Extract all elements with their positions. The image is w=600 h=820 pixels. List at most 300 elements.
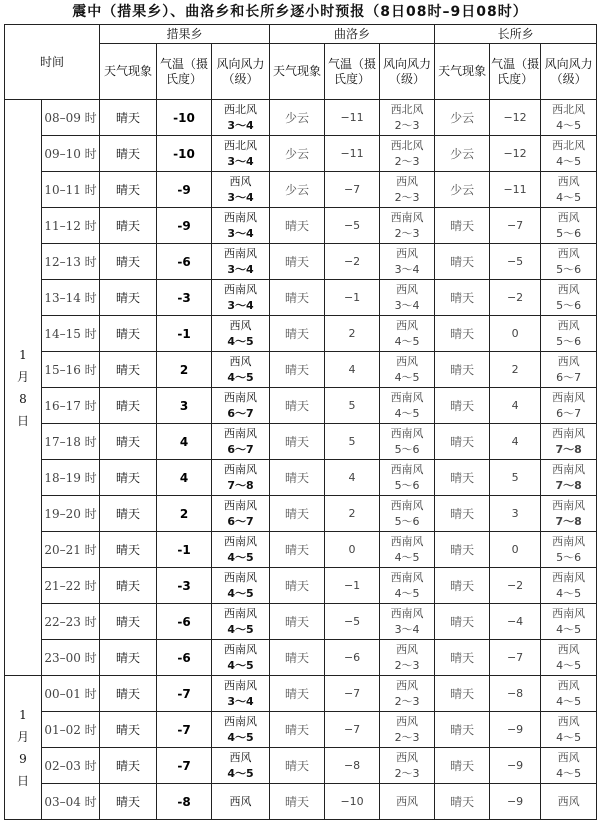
wind-cell-cuoguo <box>212 532 270 568</box>
temp-cell-cuoguo: -8 <box>157 784 212 820</box>
weather-cell-quluo: 晴天 <box>270 388 325 424</box>
table-row <box>5 244 597 280</box>
temp-cell-quluo: −8 <box>325 748 380 784</box>
wind-cell-changsuo <box>541 712 597 748</box>
wind-direction: 西北风 <box>552 138 586 152</box>
table-row <box>5 100 597 136</box>
weather-cell-changsuo: 晴天 <box>435 712 490 748</box>
time-cell: 01–02 时 <box>42 712 100 748</box>
wind-direction: 西南风 <box>224 714 258 728</box>
wind-level: 4～5 <box>227 622 254 636</box>
col-weather-changsuo: 天气现象 <box>435 44 490 100</box>
temp-cell-cuoguo: 4 <box>157 460 212 496</box>
temp-cell-cuoguo: -1 <box>157 316 212 352</box>
wind-cell-changsuo <box>541 100 597 136</box>
weather-cell-quluo: 晴天 <box>270 748 325 784</box>
wind-direction: 西风 <box>396 282 419 296</box>
col-temp-quluo: 气温（摄氏度） <box>325 44 380 100</box>
temp-cell-quluo: −5 <box>325 208 380 244</box>
wind-level: 2～3 <box>394 190 420 204</box>
wind-level: 2～3 <box>394 118 420 132</box>
weather-cell-quluo: 晴天 <box>270 352 325 388</box>
wind-level: 5～6 <box>394 478 420 492</box>
temp-cell-quluo: 0 <box>325 532 380 568</box>
wind-cell-cuoguo <box>212 784 270 820</box>
wind-cell-quluo <box>380 532 435 568</box>
time-cell: 22–23 时 <box>42 604 100 640</box>
wind-cell-changsuo <box>541 244 597 280</box>
table-row <box>5 568 597 604</box>
town-header-changsuo: 长所乡 <box>435 25 597 44</box>
weather-cell-quluo: 少云 <box>270 100 325 136</box>
temp-cell-changsuo: −12 <box>490 100 541 136</box>
table-row <box>5 208 597 244</box>
wind-direction: 西风 <box>557 210 580 224</box>
wind-direction: 西风 <box>396 714 419 728</box>
weather-cell-changsuo: 晴天 <box>435 568 490 604</box>
wind-cell-cuoguo <box>212 424 270 460</box>
wind-direction: 西南风 <box>552 462 586 476</box>
temp-cell-quluo: 4 <box>325 352 380 388</box>
wind-cell-changsuo <box>541 136 597 172</box>
weather-cell-quluo: 晴天 <box>270 712 325 748</box>
town-header-quluo: 曲洛乡 <box>270 25 435 44</box>
temp-cell-quluo: 5 <box>325 424 380 460</box>
temp-cell-changsuo: −4 <box>490 604 541 640</box>
wind-cell-cuoguo <box>212 712 270 748</box>
temp-cell-changsuo: 0 <box>490 532 541 568</box>
weather-cell-quluo: 晴天 <box>270 424 325 460</box>
wind-direction: 西南风 <box>224 570 258 584</box>
weather-cell-quluo: 晴天 <box>270 280 325 316</box>
temp-cell-quluo: 2 <box>325 496 380 532</box>
wind-direction: 西风 <box>396 354 419 368</box>
wind-cell-quluo <box>380 280 435 316</box>
wind-level: 5～6 <box>556 334 582 348</box>
weather-cell-changsuo: 晴天 <box>435 460 490 496</box>
wind-direction: 西南风 <box>390 390 424 404</box>
wind-level: 4～5 <box>394 550 420 564</box>
weather-cell-cuoguo: 晴天 <box>100 208 157 244</box>
temp-cell-quluo: −10 <box>325 784 380 820</box>
wind-direction: 西风 <box>396 794 419 808</box>
wind-cell-quluo <box>380 496 435 532</box>
wind-direction: 西风 <box>557 174 580 188</box>
wind-cell-quluo <box>380 568 435 604</box>
temp-cell-cuoguo: -10 <box>157 136 212 172</box>
weather-cell-quluo: 晴天 <box>270 496 325 532</box>
wind-level: 6～7 <box>227 442 254 456</box>
wind-direction: 西风 <box>557 246 580 260</box>
wind-level: 4～5 <box>227 730 254 744</box>
wind-level: 3～4 <box>227 226 254 240</box>
temp-cell-cuoguo: -7 <box>157 712 212 748</box>
temp-cell-cuoguo: 4 <box>157 424 212 460</box>
wind-direction: 西南风 <box>224 534 258 548</box>
wind-cell-quluo <box>380 100 435 136</box>
date-char: 日 <box>16 413 29 428</box>
time-cell: 18–19 时 <box>42 460 100 496</box>
weather-cell-cuoguo: 晴天 <box>100 352 157 388</box>
wind-level: 6～7 <box>227 514 254 528</box>
wind-direction: 西南风 <box>552 606 586 620</box>
wind-level: 4～5 <box>227 586 254 600</box>
temp-cell-cuoguo: -7 <box>157 748 212 784</box>
col-weather-cuoguo: 天气现象 <box>100 44 157 100</box>
temp-cell-quluo: −5 <box>325 604 380 640</box>
weather-cell-changsuo: 晴天 <box>435 316 490 352</box>
wind-direction: 西南风 <box>390 498 424 512</box>
wind-direction: 西风 <box>557 642 580 656</box>
wind-level: 7～8 <box>555 442 582 456</box>
wind-cell-quluo <box>380 172 435 208</box>
weather-cell-changsuo: 晴天 <box>435 496 490 532</box>
wind-direction: 西南风 <box>552 426 586 440</box>
forecast-rows <box>5 100 597 820</box>
weather-cell-cuoguo: 晴天 <box>100 676 157 712</box>
temp-cell-changsuo: −7 <box>490 640 541 676</box>
time-cell: 12–13 时 <box>42 244 100 280</box>
table-row <box>5 640 597 676</box>
weather-cell-changsuo: 晴天 <box>435 208 490 244</box>
weather-cell-cuoguo: 晴天 <box>100 784 157 820</box>
table-row <box>5 532 597 568</box>
wind-cell-changsuo <box>541 640 597 676</box>
weather-cell-changsuo: 少云 <box>435 100 490 136</box>
temp-cell-changsuo: 3 <box>490 496 541 532</box>
weather-cell-changsuo: 晴天 <box>435 424 490 460</box>
wind-direction: 西风 <box>229 750 252 764</box>
wind-cell-quluo <box>380 676 435 712</box>
wind-level: 5～6 <box>556 298 582 312</box>
temp-cell-cuoguo: -9 <box>157 208 212 244</box>
temp-cell-changsuo: −5 <box>490 244 541 280</box>
wind-cell-cuoguo <box>212 568 270 604</box>
wind-level: 4～5 <box>227 370 254 384</box>
wind-direction: 西风 <box>396 246 419 260</box>
col-weather-quluo: 天气现象 <box>270 44 325 100</box>
wind-direction: 西南风 <box>224 678 258 692</box>
weather-cell-cuoguo: 晴天 <box>100 280 157 316</box>
wind-cell-changsuo <box>541 748 597 784</box>
col-wind-cuoguo: 风向风力（级） <box>212 44 270 100</box>
temp-cell-changsuo: 0 <box>490 316 541 352</box>
date-char: 月 <box>16 729 29 744</box>
weather-cell-changsuo: 少云 <box>435 172 490 208</box>
wind-cell-changsuo <box>541 316 597 352</box>
temp-cell-changsuo: 4 <box>490 424 541 460</box>
weather-cell-cuoguo: 晴天 <box>100 712 157 748</box>
temp-cell-quluo: −11 <box>325 100 380 136</box>
wind-direction: 西风 <box>396 678 419 692</box>
time-cell: 14–15 时 <box>42 316 100 352</box>
time-cell: 03–04 时 <box>42 784 100 820</box>
weather-cell-quluo: 晴天 <box>270 676 325 712</box>
wind-cell-cuoguo <box>212 352 270 388</box>
wind-level: 7～8 <box>555 478 582 492</box>
temp-cell-cuoguo: -6 <box>157 640 212 676</box>
temp-cell-quluo: −6 <box>325 640 380 676</box>
wind-cell-changsuo <box>541 784 597 820</box>
wind-level: 2～3 <box>394 226 420 240</box>
col-wind-changsuo: 风向风力（级） <box>541 44 597 100</box>
temp-cell-changsuo: 5 <box>490 460 541 496</box>
wind-direction: 西北风 <box>224 102 258 116</box>
table-title: 震中（措果乡）、曲洛乡和长所乡逐小时预报（8日08时–9日08时） <box>72 4 528 20</box>
weather-cell-quluo: 晴天 <box>270 316 325 352</box>
time-cell: 02–03 时 <box>42 748 100 784</box>
weather-cell-quluo: 晴天 <box>270 568 325 604</box>
weather-cell-quluo: 少云 <box>270 136 325 172</box>
weather-cell-cuoguo: 晴天 <box>100 172 157 208</box>
temp-cell-quluo: −2 <box>325 244 380 280</box>
table-row <box>5 784 597 820</box>
time-cell: 15–16 时 <box>42 352 100 388</box>
wind-cell-cuoguo <box>212 388 270 424</box>
wind-direction: 西南风 <box>552 534 586 548</box>
wind-level: 5～6 <box>556 550 582 564</box>
wind-cell-cuoguo <box>212 244 270 280</box>
temp-cell-changsuo: 2 <box>490 352 541 388</box>
wind-cell-changsuo <box>541 604 597 640</box>
col-wind-quluo: 风向风力（级） <box>380 44 435 100</box>
temp-cell-changsuo: −2 <box>490 568 541 604</box>
wind-level: 2～3 <box>394 658 420 672</box>
temp-cell-changsuo: 4 <box>490 388 541 424</box>
time-cell: 08–09 时 <box>42 100 100 136</box>
wind-level: 2～3 <box>394 154 420 168</box>
temp-cell-quluo: −7 <box>325 676 380 712</box>
wind-level: 4～5 <box>556 190 582 204</box>
date-cell <box>5 100 42 676</box>
wind-direction: 西北风 <box>390 138 424 152</box>
wind-direction: 西南风 <box>552 570 586 584</box>
temp-cell-cuoguo: -7 <box>157 676 212 712</box>
wind-direction: 西南风 <box>224 462 258 476</box>
weather-cell-cuoguo: 晴天 <box>100 460 157 496</box>
wind-level: 4～5 <box>394 586 420 600</box>
wind-cell-cuoguo <box>212 676 270 712</box>
wind-direction: 西风 <box>557 750 580 764</box>
weather-cell-quluo: 晴天 <box>270 640 325 676</box>
weather-cell-cuoguo: 晴天 <box>100 748 157 784</box>
temp-cell-cuoguo: -6 <box>157 244 212 280</box>
wind-cell-changsuo <box>541 352 597 388</box>
weather-cell-cuoguo: 晴天 <box>100 496 157 532</box>
table-row <box>5 676 597 712</box>
table-row <box>5 460 597 496</box>
wind-cell-quluo <box>380 136 435 172</box>
time-cell: 09–10 时 <box>42 136 100 172</box>
wind-level: 2～3 <box>394 730 420 744</box>
date-char: 9 <box>19 751 27 766</box>
wind-cell-quluo <box>380 316 435 352</box>
temp-cell-quluo: −11 <box>325 136 380 172</box>
wind-level: 5～6 <box>394 442 420 456</box>
weather-cell-changsuo: 晴天 <box>435 784 490 820</box>
temp-cell-changsuo: −9 <box>490 748 541 784</box>
wind-cell-changsuo <box>541 532 597 568</box>
wind-direction: 西风 <box>557 794 580 808</box>
weather-cell-changsuo: 晴天 <box>435 244 490 280</box>
temp-cell-cuoguo: -3 <box>157 280 212 316</box>
wind-direction: 西风 <box>229 318 252 332</box>
wind-cell-changsuo <box>541 460 597 496</box>
time-cell: 13–14 时 <box>42 280 100 316</box>
wind-cell-cuoguo <box>212 640 270 676</box>
temp-cell-changsuo: −12 <box>490 136 541 172</box>
wind-direction: 西北风 <box>224 138 258 152</box>
wind-cell-cuoguo <box>212 604 270 640</box>
wind-cell-changsuo <box>541 568 597 604</box>
weather-cell-changsuo: 晴天 <box>435 676 490 712</box>
wind-level: 6～7 <box>556 370 582 384</box>
table-row <box>5 748 597 784</box>
weather-cell-cuoguo: 晴天 <box>100 568 157 604</box>
weather-cell-changsuo: 晴天 <box>435 748 490 784</box>
wind-level: 3～4 <box>227 262 254 276</box>
weather-cell-cuoguo: 晴天 <box>100 136 157 172</box>
wind-level: 7～8 <box>227 478 254 492</box>
time-cell: 19–20 时 <box>42 496 100 532</box>
wind-direction: 西风 <box>229 354 252 368</box>
wind-level: 4～5 <box>556 766 582 780</box>
wind-cell-quluo <box>380 388 435 424</box>
temp-cell-changsuo: −11 <box>490 172 541 208</box>
temp-cell-changsuo: −2 <box>490 280 541 316</box>
temp-cell-cuoguo: 2 <box>157 352 212 388</box>
wind-cell-quluo <box>380 352 435 388</box>
wind-direction: 西南风 <box>390 570 424 584</box>
wind-direction: 西南风 <box>224 642 258 656</box>
wind-cell-changsuo <box>541 208 597 244</box>
wind-direction: 西南风 <box>390 606 424 620</box>
wind-cell-changsuo <box>541 280 597 316</box>
wind-level: 3～4 <box>394 622 420 636</box>
wind-level: 6～7 <box>227 406 254 420</box>
wind-cell-cuoguo <box>212 136 270 172</box>
weather-cell-quluo: 晴天 <box>270 532 325 568</box>
wind-direction: 西风 <box>229 794 252 808</box>
wind-direction: 西风 <box>229 174 252 188</box>
temp-cell-cuoguo: -9 <box>157 172 212 208</box>
wind-level: 4～5 <box>227 334 254 348</box>
wind-level: 4～5 <box>394 370 420 384</box>
wind-cell-quluo <box>380 244 435 280</box>
table-row <box>5 316 597 352</box>
weather-cell-quluo: 晴天 <box>270 244 325 280</box>
weather-cell-quluo: 晴天 <box>270 604 325 640</box>
wind-cell-cuoguo <box>212 460 270 496</box>
weather-cell-cuoguo: 晴天 <box>100 640 157 676</box>
wind-level: 3～4 <box>227 694 254 708</box>
weather-cell-changsuo: 晴天 <box>435 388 490 424</box>
wind-level: 2～3 <box>394 694 420 708</box>
weather-cell-cuoguo: 晴天 <box>100 424 157 460</box>
temp-cell-cuoguo: 3 <box>157 388 212 424</box>
time-cell: 00–01 时 <box>42 676 100 712</box>
time-cell: 11–12 时 <box>42 208 100 244</box>
wind-level: 4～5 <box>556 622 582 636</box>
wind-cell-cuoguo <box>212 100 270 136</box>
wind-level: 4～5 <box>227 550 254 564</box>
wind-direction: 西南风 <box>390 426 424 440</box>
wind-direction: 西南风 <box>224 426 258 440</box>
wind-direction: 西风 <box>557 318 580 332</box>
date-char: 日 <box>16 773 29 788</box>
temp-cell-quluo: 4 <box>325 460 380 496</box>
date-char: 1 <box>19 347 27 362</box>
wind-cell-cuoguo <box>212 172 270 208</box>
time-cell: 17–18 时 <box>42 424 100 460</box>
weather-cell-changsuo: 晴天 <box>435 352 490 388</box>
date-char: 8 <box>19 391 27 406</box>
wind-cell-quluo <box>380 712 435 748</box>
wind-cell-cuoguo <box>212 316 270 352</box>
wind-direction: 西北风 <box>390 102 424 116</box>
wind-cell-quluo <box>380 748 435 784</box>
wind-level: 3～4 <box>227 298 254 312</box>
temp-cell-cuoguo: -1 <box>157 532 212 568</box>
wind-cell-cuoguo <box>212 496 270 532</box>
wind-direction: 西南风 <box>552 498 586 512</box>
wind-direction: 西南风 <box>390 210 424 224</box>
wind-cell-quluo <box>380 208 435 244</box>
wind-direction: 西南风 <box>224 498 258 512</box>
time-cell: 10–11 时 <box>42 172 100 208</box>
wind-cell-quluo <box>380 460 435 496</box>
weather-cell-cuoguo: 晴天 <box>100 388 157 424</box>
table-row <box>5 712 597 748</box>
wind-level: 4～5 <box>556 586 582 600</box>
wind-level: 5～6 <box>556 262 582 276</box>
time-cell: 21–22 时 <box>42 568 100 604</box>
table-row <box>5 352 597 388</box>
wind-direction: 西风 <box>396 642 419 656</box>
temp-cell-changsuo: −9 <box>490 784 541 820</box>
wind-direction: 西风 <box>557 714 580 728</box>
weather-cell-cuoguo: 晴天 <box>100 100 157 136</box>
wind-direction: 西南风 <box>390 534 424 548</box>
time-cell: 23–00 时 <box>42 640 100 676</box>
weather-cell-changsuo: 少云 <box>435 136 490 172</box>
wind-cell-changsuo <box>541 172 597 208</box>
table-row <box>5 280 597 316</box>
temp-cell-cuoguo: 2 <box>157 496 212 532</box>
weather-cell-quluo: 晴天 <box>270 784 325 820</box>
temp-cell-quluo: −1 <box>325 280 380 316</box>
wind-cell-quluo <box>380 604 435 640</box>
table-row <box>5 604 597 640</box>
temp-cell-quluo: 5 <box>325 388 380 424</box>
wind-direction: 西风 <box>557 354 580 368</box>
wind-level: 3～4 <box>227 118 254 132</box>
weather-cell-cuoguo: 晴天 <box>100 604 157 640</box>
wind-level: 4～5 <box>556 730 582 744</box>
date-cell <box>5 676 42 820</box>
wind-level: 3～4 <box>227 154 254 168</box>
forecast-table <box>4 24 597 820</box>
wind-cell-cuoguo <box>212 280 270 316</box>
wind-direction: 西北风 <box>552 102 586 116</box>
weather-cell-cuoguo: 晴天 <box>100 316 157 352</box>
wind-direction: 西风 <box>396 318 419 332</box>
wind-direction: 西南风 <box>390 462 424 476</box>
wind-cell-changsuo <box>541 388 597 424</box>
wind-level: 3～4 <box>394 262 420 276</box>
wind-level: 4～5 <box>227 766 254 780</box>
table-row <box>5 424 597 460</box>
